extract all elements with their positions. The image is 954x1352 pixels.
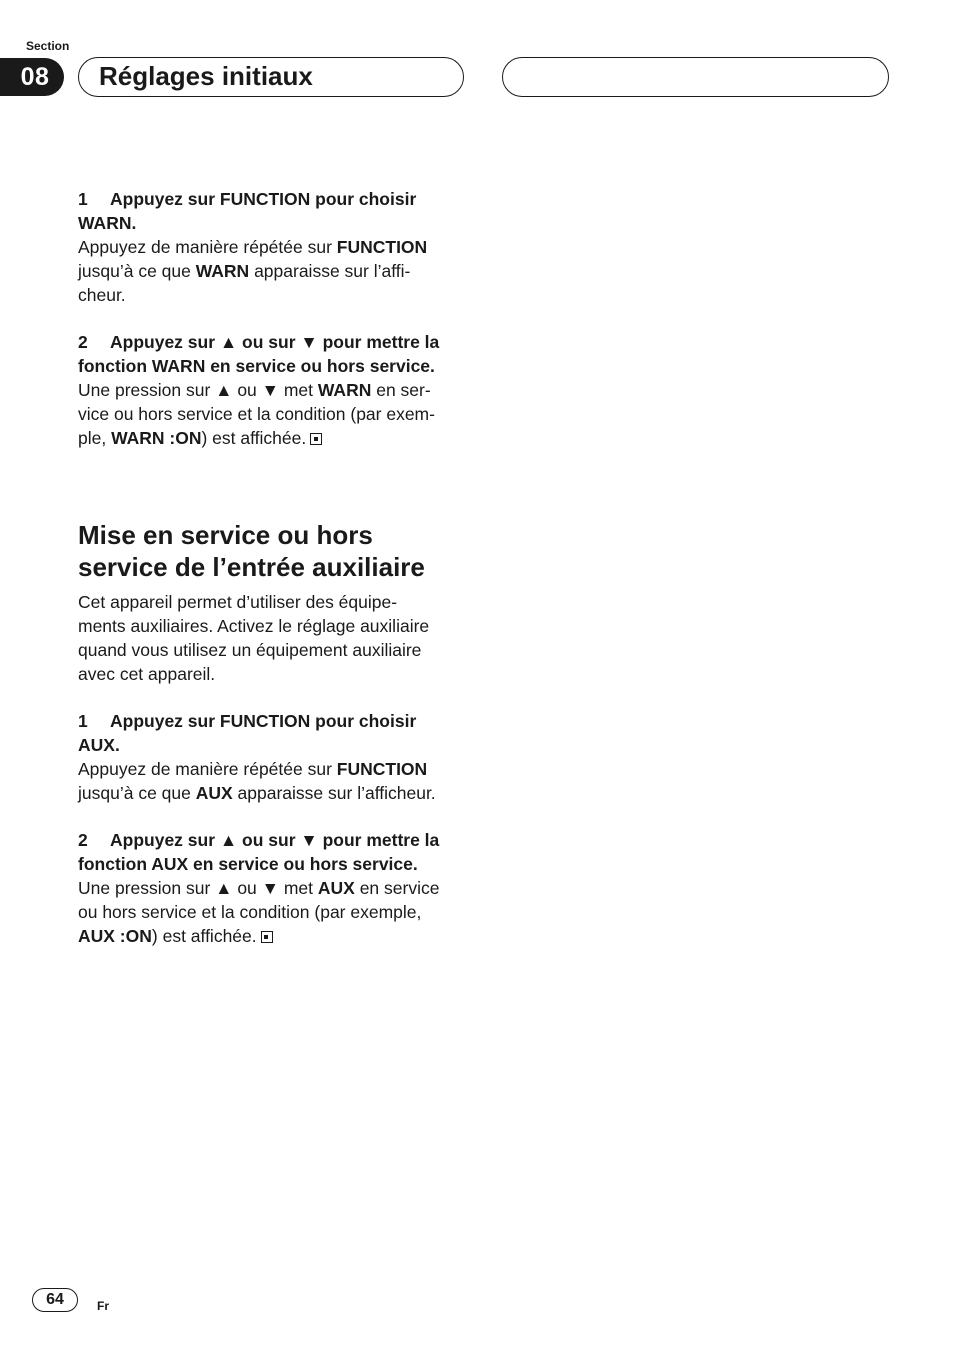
text-line: quand vous utilisez un équipement auxiliaire — [78, 640, 422, 660]
section-title-box — [78, 57, 464, 97]
step-heading-line: Appuyez sur FUNCTION pour choisir — [110, 189, 417, 209]
step-heading — [78, 828, 468, 876]
text-line: jusqu’à ce que WARN apparaisse sur l’affi- — [78, 261, 411, 281]
bold-term: FUNCTION — [336, 759, 428, 779]
text-line: cheur. — [78, 285, 126, 305]
empty-header-box — [502, 57, 889, 97]
section-number-tab: 08 — [0, 58, 64, 96]
bold-term: WARN :ON — [111, 428, 202, 448]
aux-intro — [78, 590, 468, 686]
step-heading — [78, 187, 468, 235]
step-body — [78, 235, 468, 307]
section-title: Réglages initiaux — [99, 61, 313, 91]
end-of-section-icon — [310, 433, 322, 445]
text-line: ple, WARN :ON) est affichée. — [78, 426, 468, 450]
bold-term: WARN — [317, 380, 372, 400]
step-heading-line: Appuyez sur FUNCTION pour choisir — [110, 711, 417, 731]
bold-term: FUNCTION — [336, 237, 428, 257]
text-line: Une pression sur ▲ ou ▼ met WARN en ser- — [78, 380, 431, 400]
step-body — [78, 757, 468, 805]
text-line: Appuyez de manière répétée sur FUNCTION — [78, 237, 428, 257]
aux-step-2 — [78, 828, 468, 948]
section-label: Section — [26, 39, 70, 53]
step-heading-line: WARN. — [78, 213, 137, 233]
text-line: Cet appareil permet d’utiliser des équipe- — [78, 592, 398, 612]
step-number: 2 — [78, 830, 88, 850]
bold-term: AUX :ON — [78, 926, 152, 946]
step-number: 1 — [78, 189, 88, 209]
heading-line: service de l’entrée auxiliaire — [78, 552, 425, 582]
step-heading — [78, 330, 468, 378]
step-body — [78, 378, 468, 450]
end-of-section-icon — [261, 931, 273, 943]
text-line: ou hors service et la condition (par exemple, — [78, 902, 422, 922]
bold-term: AUX — [195, 783, 233, 803]
step-number: 2 — [78, 332, 88, 352]
text-line: AUX :ON) est affichée. — [78, 924, 468, 948]
text-line: Appuyez de manière répétée sur FUNCTION — [78, 759, 428, 779]
text-line: Une pression sur ▲ ou ▼ met AUX en service — [78, 878, 440, 898]
step-heading-line: fonction AUX en service ou hors service. — [78, 854, 418, 874]
aux-step-1 — [78, 709, 468, 805]
text-line: jusqu’à ce que AUX apparaisse sur l’afficheur. — [78, 783, 436, 803]
step-heading-line: AUX. — [78, 735, 120, 755]
text-line: vice ou hors service et la condition (par exem- — [78, 404, 435, 424]
step-body — [78, 876, 468, 948]
intro-paragraph — [78, 590, 468, 686]
step-heading-line: Appuyez sur ▲ ou sur ▼ pour mettre la — [110, 830, 440, 850]
step-number: 1 — [78, 711, 88, 731]
warn-step-2 — [78, 330, 468, 450]
warn-step-1 — [78, 187, 468, 307]
language-code: Fr — [97, 1299, 109, 1313]
step-heading — [78, 709, 468, 757]
step-heading-line: fonction WARN en service ou hors service. — [78, 356, 435, 376]
aux-section-heading — [78, 519, 468, 583]
bold-term: WARN — [195, 261, 250, 281]
text-line: ments auxiliaires. Activez le réglage auxiliaire — [78, 616, 430, 636]
heading-line: Mise en service ou hors — [78, 520, 373, 550]
bold-term: AUX — [317, 878, 355, 898]
page-number: 64 — [32, 1288, 78, 1312]
text-line: avec cet appareil. — [78, 664, 216, 684]
step-heading-line: Appuyez sur ▲ ou sur ▼ pour mettre la — [110, 332, 440, 352]
